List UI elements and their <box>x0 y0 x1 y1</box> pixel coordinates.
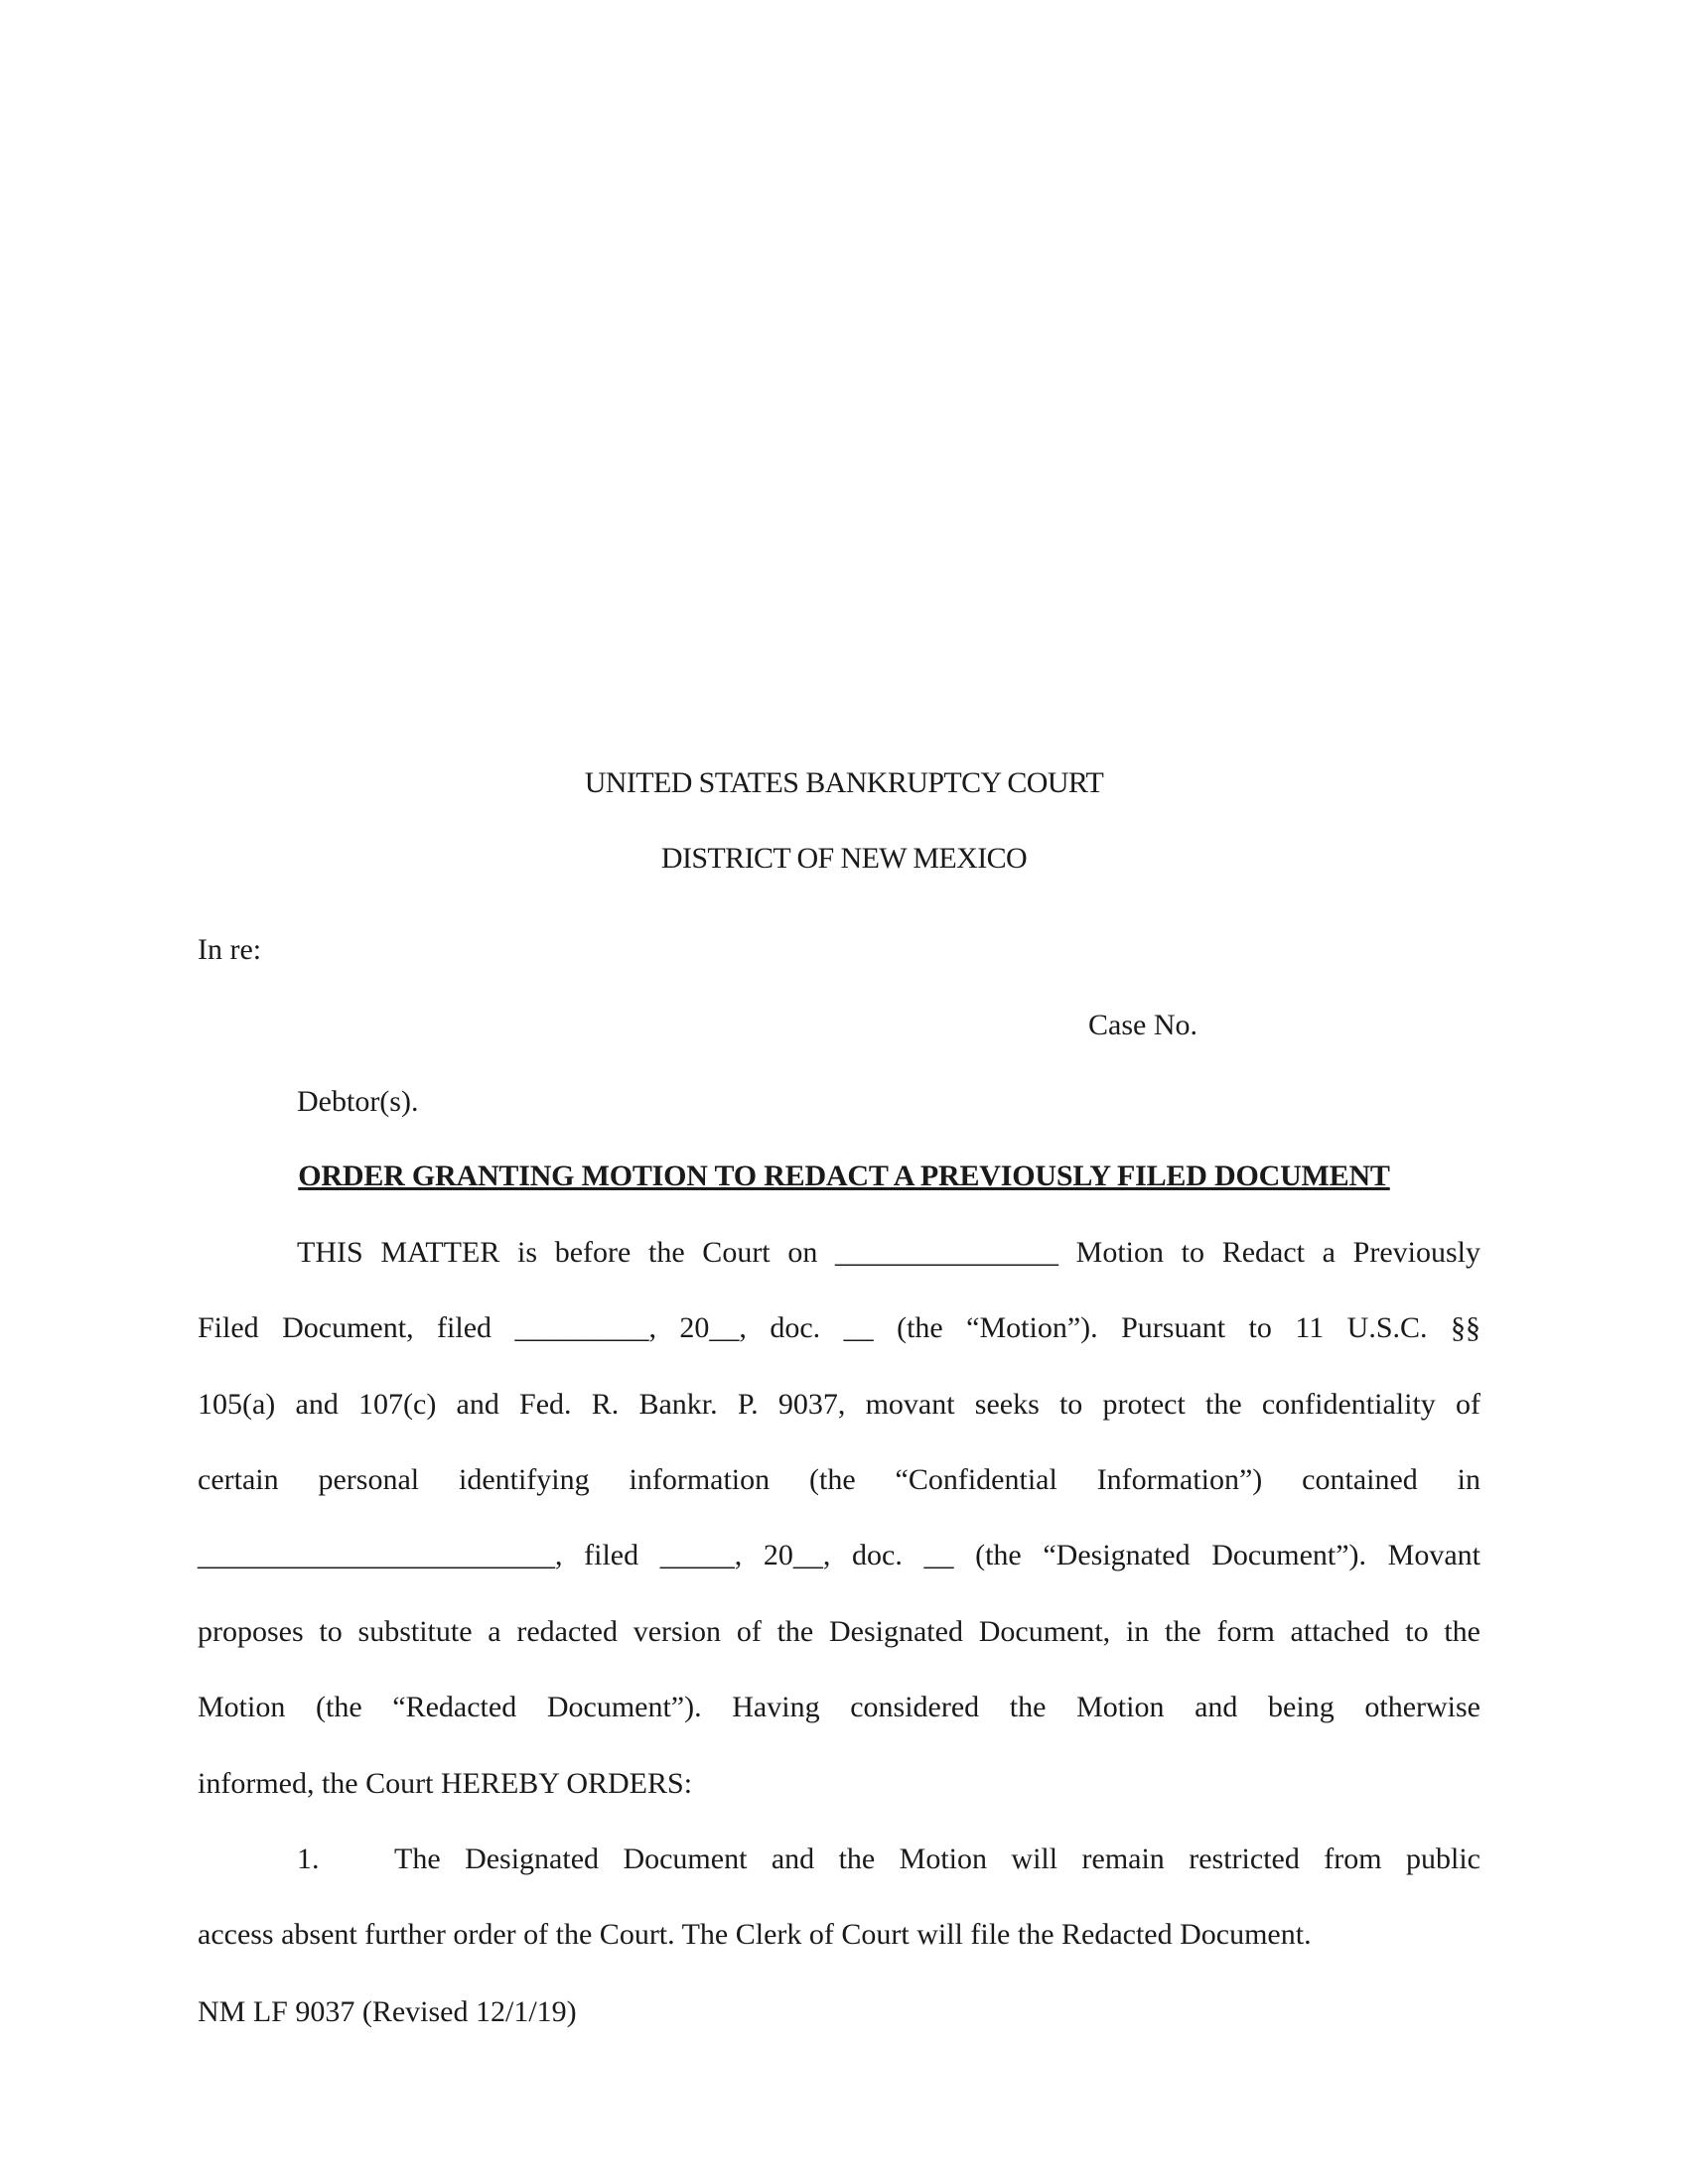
body-line: THIS MATTER is before the Court on _______________ Motion to Redact a Previously <box>297 1236 1480 1269</box>
body-line: 105(a) and 107(c) and Fed. R. Bankr. P. 9037, movant seeks to protect the confidentiality of <box>198 1388 1480 1421</box>
body-line: proposes to substitute a redacted version of the Designated Document, in the form attached to the <box>198 1615 1480 1648</box>
court-heading: UNITED STATES BANKRUPTCY COURT <box>584 766 1104 799</box>
order-title: ORDER GRANTING MOTION TO REDACT A PREVIOUSLY FILED DOCUMENT <box>298 1160 1390 1192</box>
order-item-line: The Designated Document and the Motion will remain restricted from public <box>394 1843 1480 1875</box>
in-re-label: In re: <box>198 933 262 966</box>
order-item-line: access absent further order of the Court. The Clerk of Court will file the Redacted Document. <box>198 1918 1312 1951</box>
form-footer: NM LF 9037 (Revised 12/1/19) <box>198 1995 577 2028</box>
order-item-number: 1. <box>297 1843 320 1875</box>
body-line: Motion (the “Redacted Document”). Having considered the Motion and being otherwise <box>198 1691 1480 1723</box>
body-line: Filed Document, filed _________, 20__, doc. __ (the “Motion”). Pursuant to 11 U.S.C. §§ <box>198 1311 1480 1344</box>
district-heading: DISTRICT OF NEW MEXICO <box>660 842 1028 875</box>
debtor-label: Debtor(s). <box>297 1085 419 1118</box>
body-line: certain personal identifying information (the “Confidential Information”) contained in <box>198 1463 1480 1496</box>
case-number-label: Case No. <box>1088 1009 1197 1041</box>
body-line: ________________________, filed _____, 20__, doc. __ (the “Designated Document”). Movant <box>198 1539 1480 1571</box>
body-line: informed, the Court HEREBY ORDERS: <box>198 1767 693 1800</box>
